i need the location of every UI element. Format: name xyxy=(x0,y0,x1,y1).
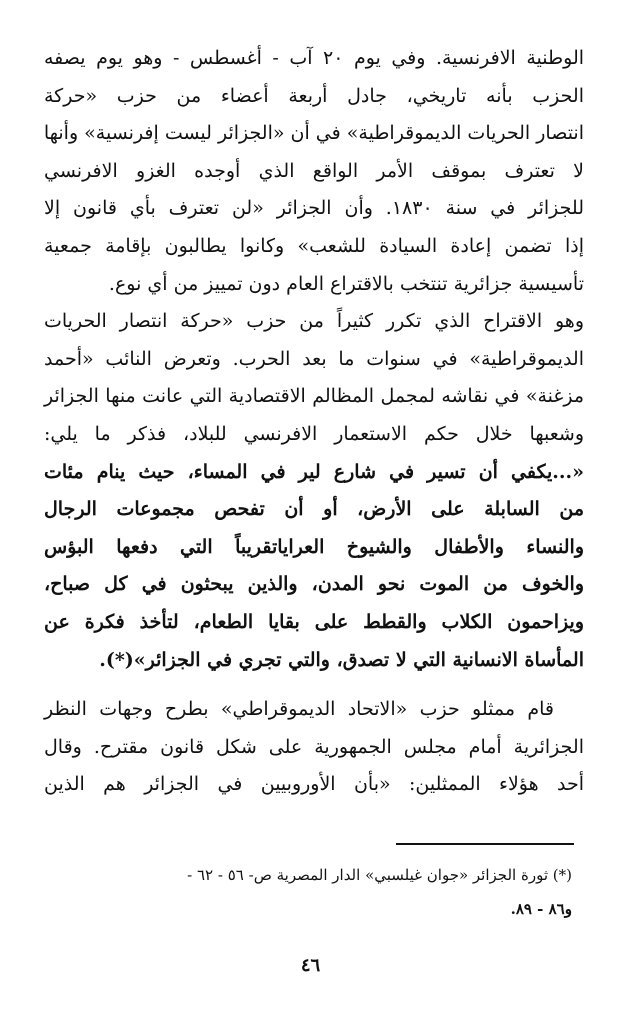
text-line: تأسيسية جزائرية تنتخب بالاقتراع العام دون تمييز من أي نوع. xyxy=(108,272,584,295)
text-line: قام ممثلو حزب «الاتحاد الديموقراطي» بطرح وجهات النظر xyxy=(44,698,554,721)
text-line: مزغنة» في نقاشه لمجمل المظالم الاقتصادية التي عانت منها الجزائر xyxy=(44,385,584,408)
footnote xyxy=(40,858,572,926)
text-line: والخوف من الموت نحو المدن، والذين يبحثون في كل صباح، xyxy=(44,573,584,596)
document-body xyxy=(44,40,584,804)
text-line: انتصار الحريات الديموقراطية» في أن «الجزائر ليست إفرنسية» وأنها xyxy=(43,122,584,145)
paragraph-1 xyxy=(44,40,584,679)
text-line: الحزب بأنه تاريخي، جادل أربعة أعضاء من حزب «حركة xyxy=(44,84,584,107)
text-line: من السابلة على الأرض، أو أن تفحص مجموعات الرجال xyxy=(44,498,584,521)
page-number: ٤٦ xyxy=(300,955,321,976)
text-line: إذا تضمن إعادة السيادة للشعب» وكانوا يطالبون بإقامة جمعية xyxy=(44,234,584,257)
text-line: الجزائرية أمام مجلس الجمهورية على شكل قانون مقترح. وقال xyxy=(44,735,584,758)
paragraph-2 xyxy=(44,691,584,804)
text-line: وهو الاقتراح الذي تكرر كثيراً من حزب «حركة انتصار الحريات xyxy=(44,310,584,333)
text-line: الديموقراطية» في سنوات ما بعد الحرب. وتعرض النائب «أحمد xyxy=(44,347,584,370)
text-line: وشعبها خلال حكم الاستعمار الافرنسي للبلاد، فذكر ما يلي: xyxy=(44,422,584,445)
text-line: أحد هؤلاء الممثلين: «بأن الأوروبيين في الجزائر هم الذين xyxy=(44,773,584,796)
text-line: والنساء والأطفال والشيوخ العراياتقريباً التي دفعها البؤس xyxy=(44,535,584,558)
text-line: لا تعترف بموقف الأمر الواقع الذي أوجده الغزو الافرنسي xyxy=(44,159,584,182)
text-line: ويزاحمون الكلاب والقطط على بقايا الطعام، لتأخذ فكرة عن xyxy=(44,610,584,633)
paragraph-gap xyxy=(44,679,584,691)
footnote-line-1: (*) ثورة الجزائر «جوان غيلسبي» الدار المصرية ص- ٥٦ - ٦٢ - xyxy=(187,866,572,884)
text-line: «...يكفي أن تسير في شارع لير في المساء، حيث ينام مئات xyxy=(44,460,584,483)
text-line: للجزائر في سنة ١٨٣٠. وأن الجزائر «لن تعترف بأي قانون إلا xyxy=(44,197,585,220)
footnote-line-2: و٨٦ - ٨٩. xyxy=(510,900,572,918)
footnote-separator xyxy=(396,843,574,845)
text-line: الوطنية الافرنسية. وفي يوم ٢٠ آب - أغسطس - وهو يوم يصفه xyxy=(44,47,585,69)
text-line: المأساة الانسانية التي لا تصدق، والتي تجري في الجزائر»(*). xyxy=(99,648,584,671)
